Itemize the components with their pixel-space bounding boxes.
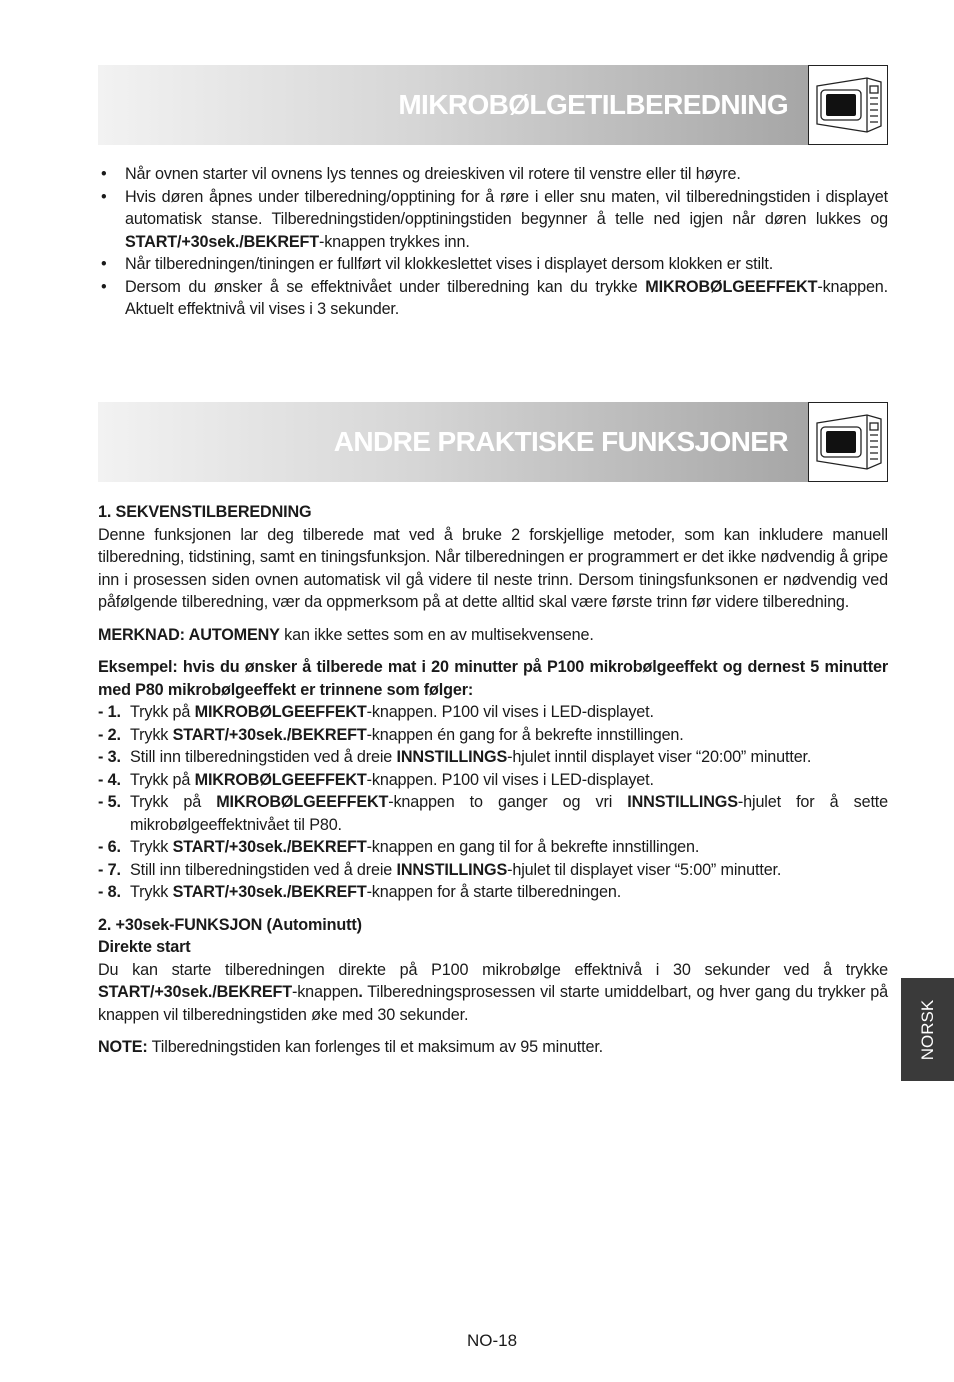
step-number: - 1. [98, 703, 121, 721]
text: Still inn tilberedningstiden ved å dreie [130, 860, 397, 879]
text: -hjulet til displayet viser “5:00” minutter. [507, 860, 782, 879]
step-number: - 7. [98, 860, 121, 879]
bold-text: INNSTILLINGS [396, 860, 508, 879]
text: Trykk [130, 838, 173, 856]
bold-text: INNSTILLINGS [396, 748, 508, 766]
text: -knappen en gang til for å bekrefte innstillingen. [366, 838, 700, 856]
subheading-direct-start: Direkte start [98, 938, 191, 956]
step-number: - 5. [98, 793, 121, 811]
text: Denne funksjonen lar deg tilberede mat ved å bruke 2 forskjellige metoder, som kan inkludere manuell tilberedning, tidstining, samt en tiningsfunksjon. Når tilberedningen er programmert er det ikke nødvendig å gripe inn i prosessen siden ovnen automatisk vil gå videre til neste trinn. Dersom tiningsfunksonen er nødvendig ved påfølgende tilberedning, vær da oppmerksom på at dette alltid skal være første trinn før videre tilberedning. [98, 525, 888, 611]
microwave-icon [808, 402, 888, 482]
text: Trykk på [130, 703, 195, 721]
microwave-icon [808, 65, 888, 145]
bullet-item [98, 253, 888, 276]
page-number: NO-18 [466, 1331, 518, 1350]
section-title: ANDRE PRAKTISKE FUNKSJONER [333, 426, 788, 457]
text: -knappen. P100 vil vises i LED-displayet. [366, 770, 654, 789]
bold-text: START/+30sek./BEKREFT [98, 983, 292, 1001]
subheading-sequence-cooking: 1. SEKVENSTILBEREDNING [98, 503, 312, 521]
text: Du kan starte tilberedningen direkte på P100 mikrobølge effektnivå i 30 sekunder ved å trykke [98, 960, 888, 979]
bold-text: START/+30sek./BEKREFT [172, 725, 367, 744]
text: Når ovnen starter vil ovnens lys tennes og dreieskiven vil rotere til venstre eller til høyre. [125, 165, 741, 183]
step-number: - 8. [98, 883, 121, 901]
text: Still inn tilberedningstiden ved å dreie [130, 748, 397, 766]
text: -knappen trykkes inn. [319, 232, 470, 251]
bold-text: START/+30sek./BEKREFT [172, 883, 367, 901]
text: -knappen for å starte tilberedningen. [366, 883, 622, 901]
step-item [98, 701, 888, 724]
bold-text: . [358, 983, 363, 1001]
bold-text: START/+30sek./BEKREFT [172, 838, 367, 856]
text: -knappen to ganger og vri [388, 793, 628, 811]
language-tab-label: NORSK [917, 999, 937, 1060]
steps-list [98, 701, 888, 904]
bold-text: NOTE: [98, 1038, 148, 1056]
section-header-microwave-cooking [98, 65, 888, 145]
section-header-other-functions [98, 402, 888, 482]
text: Når tilberedningen/tiningen er fullført vil klokkeslettet vises i displayet dersom klokken er stilt. [125, 255, 774, 273]
example [98, 656, 888, 701]
bold-text: MIKROBØLGEEFFEKT [216, 793, 389, 811]
bullet-item [98, 163, 888, 186]
text: Trykk [130, 725, 173, 744]
bold-text: Eksempel: hvis du ønsker å tilberede mat i 20 minutter på P100 mikrobølgeeffekt og dernest 5 minutter med P80 mikrobølgeeffekt er trinnene som følger: [98, 658, 888, 699]
step-item [98, 746, 888, 769]
text: Trykk [130, 883, 173, 901]
text: Trykk på [130, 770, 195, 789]
note [98, 1036, 888, 1059]
note [98, 624, 888, 647]
bullet-item [98, 186, 888, 254]
text: -hjulet for å sette mikrobølgeeffektnivået til P80. [130, 793, 888, 834]
bold-text: INNSTILLINGS [627, 793, 738, 811]
step-item [98, 836, 888, 859]
microwave-cooking-bullets [98, 163, 888, 321]
text: -knappen. P100 vil vises i LED-displayet. [366, 703, 654, 721]
step-number: - 6. [98, 838, 121, 856]
step-item [98, 881, 888, 904]
step-number: - 3. [98, 748, 121, 766]
paragraph [98, 524, 888, 614]
bold-text: MIKROBØLGEEFFEKT [194, 770, 367, 789]
bullet-item [98, 276, 888, 321]
text: Tilberedningsprosessen vil starte umiddelbart, og hver gang du trykker på knappen vil tilberedningstiden øke med 30 sekunder. [98, 983, 888, 1024]
step-number: - 2. [98, 725, 121, 744]
text: -knappen én gang for å bekrefte innstillingen. [366, 725, 684, 744]
bold-text: MIKROBØLGEEFFEKT [194, 703, 367, 721]
step-item [98, 769, 888, 792]
step-item [98, 859, 888, 882]
text: -knappen. Aktuelt effektnivå vil vises i 3 sekunder. [125, 277, 888, 318]
text: Tilberedningstiden kan forlenges til et maksimum av 95 minutter. [147, 1038, 604, 1056]
text: kan ikke settes som en av multisekvensene. [279, 625, 594, 644]
text: Hvis døren åpnes under tilberedning/opptining for å røre i eller snu maten, vil tilberedningstiden i displayet automatisk stanse. Tilberedningstiden/opptiningstiden begynner å telle ned igjen når døren lukkes og [125, 187, 888, 228]
step-item [98, 791, 888, 836]
subheading-30sec-function: 2. +30sek-FUNKSJON (Autominutt) [98, 915, 362, 934]
other-functions-body [98, 501, 888, 1069]
text: -hjulet inntil displayet viser “20:00” minutter. [507, 748, 812, 766]
bold-text: MERKNAD: AUTOMENY [98, 625, 280, 644]
section-title: MIKROBØLGETILBEREDNING [398, 89, 788, 120]
paragraph [98, 959, 888, 1027]
language-tab [901, 978, 954, 1081]
step-number: - 4. [98, 770, 121, 789]
text: Trykk på [130, 793, 217, 811]
step-item [98, 724, 888, 747]
bold-text: START/+30sek./BEKREFT [125, 232, 319, 251]
bold-text: MIKROBØLGEEFFEKT [645, 277, 818, 296]
text: Dersom du ønsker å se effektnivået under tilberedning kan du trykke [125, 277, 646, 296]
text: -knappen [292, 983, 359, 1001]
